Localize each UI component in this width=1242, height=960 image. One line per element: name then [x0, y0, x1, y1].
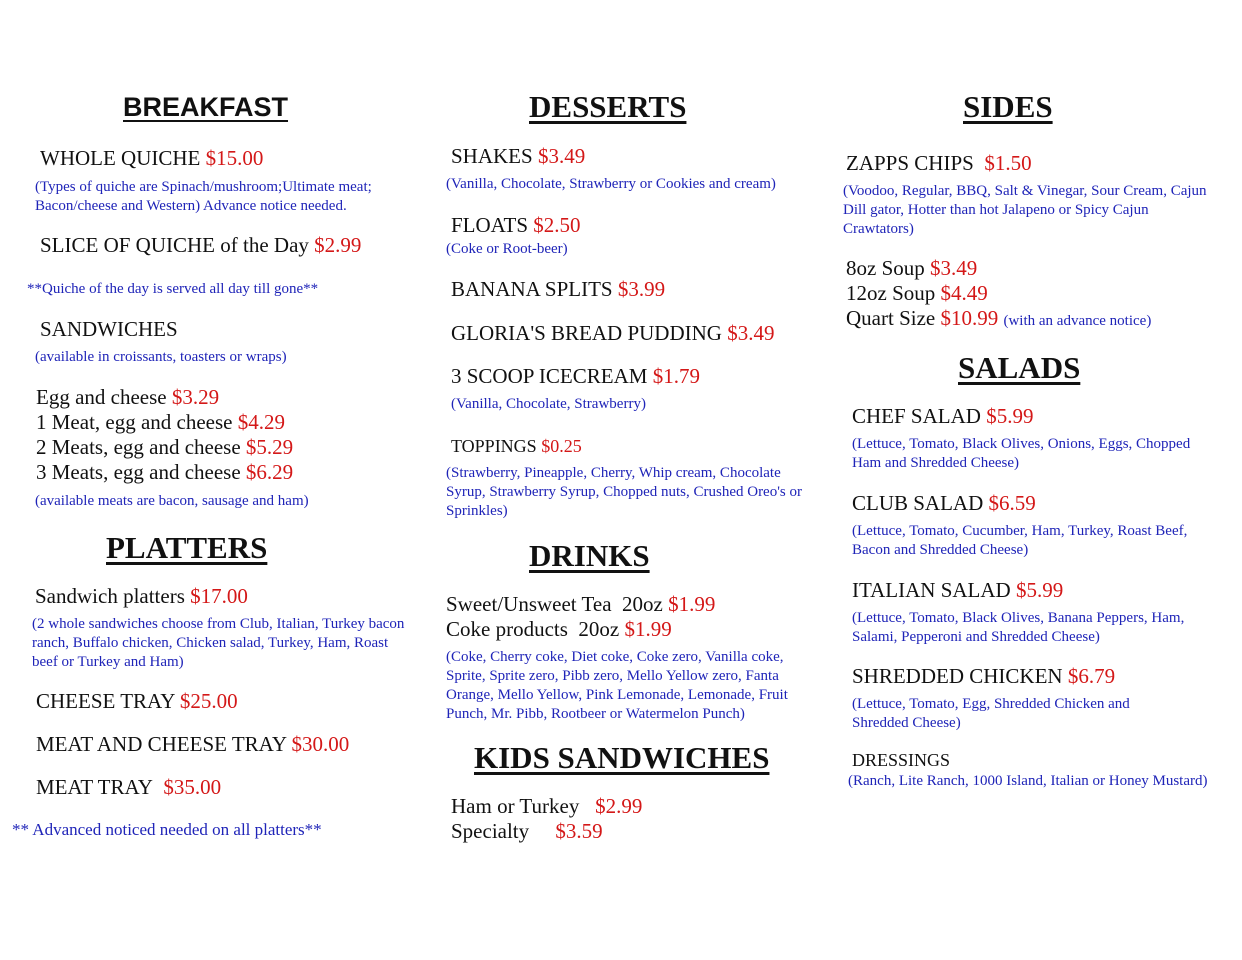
- list-item: Quart Size $10.99 (with an advance notice): [846, 306, 1152, 330]
- soup-list: [846, 256, 1151, 334]
- item-name: MEAT AND CHEESE TRAY: [36, 732, 287, 756]
- list-item: Specialty $3.59: [451, 819, 603, 843]
- shakes-item: [451, 144, 585, 169]
- item-name: TOPPINGS: [451, 436, 537, 456]
- item-price: $3.49: [537, 144, 586, 168]
- slice-note: **Quiche of the day is served all day till gone**: [27, 281, 319, 297]
- item-price: $6.59: [988, 491, 1036, 515]
- dressings-note: (Ranch, Lite Ranch, 1000 Island, Italian or Honey Mustard): [848, 773, 1208, 789]
- item-price: $2.50: [533, 213, 581, 237]
- list-item: Egg and cheese $3.29: [36, 385, 220, 409]
- sides-heading: SIDES: [963, 89, 1053, 124]
- item-price: $5.99: [986, 404, 1034, 428]
- desserts-heading: DESSERTS: [529, 89, 687, 124]
- item-name: SLICE OF QUICHE of the Day: [40, 233, 309, 257]
- item-name: ITALIAN SALAD: [852, 578, 1011, 602]
- icecream-item: [451, 364, 700, 389]
- chips-note: (Voodoo, Regular, BBQ, Salt & Vinegar, Sour Cream, Cajun Dill gator, Hotter than hot Jalapeno or Spicy Cajun Crawtators): [843, 183, 1207, 237]
- item-name: SHAKES: [451, 144, 533, 168]
- shredded-chicken-item: [852, 664, 1115, 689]
- zapps-chips-item: [846, 151, 1032, 176]
- item-price: $25.00: [179, 689, 238, 713]
- chef-salad-item: [852, 404, 1033, 429]
- meats-note: (available meats are bacon, sausage and ham): [35, 493, 309, 509]
- item-name: SHREDDED CHICKEN: [852, 664, 1063, 688]
- item-price: $3.49: [727, 321, 775, 345]
- sandwich-platters-item: [35, 584, 248, 609]
- whole-quiche-item: [40, 146, 263, 171]
- floats-note: (Coke or Root-beer): [446, 241, 568, 257]
- italian-salad-item: [852, 578, 1063, 603]
- platters-heading: PLATTERS: [106, 530, 268, 565]
- item-price: $30.00: [291, 732, 350, 756]
- list-item: 8oz Soup $3.49: [846, 256, 978, 280]
- list-item: 3 Meats, egg and cheese $6.29: [36, 460, 294, 484]
- sandwiches-note: (available in croissants, toasters or wraps): [35, 349, 287, 365]
- list-item: 12oz Soup $4.49: [846, 281, 988, 305]
- item-price: $1.50: [984, 151, 1032, 175]
- item-name: 3 SCOOP ICECREAM: [451, 364, 648, 388]
- dressings-label: DRESSINGS: [852, 750, 951, 770]
- item-name: MEAT TRAY: [36, 775, 153, 799]
- floats-item: [451, 213, 581, 238]
- quiche-note: (Types of quiche are Spinach/mushroom;Ultimate meat; Bacon/cheese and Western) Advance notice needed.: [35, 179, 372, 214]
- shredded-chicken-note: (Lettuce, Tomato, Egg, Shredded Chicken and Shredded Cheese): [852, 696, 1130, 731]
- item-price: $2.99: [314, 233, 362, 257]
- club-salad-note: (Lettuce, Tomato, Cucumber, Ham, Turkey, Roast Beef, Bacon and Shredded Cheese): [852, 523, 1188, 558]
- item-price: $0.25: [541, 436, 582, 456]
- icecream-note: (Vanilla, Chocolate, Strawberry): [451, 396, 646, 412]
- meat-tray-item: [36, 775, 221, 800]
- italian-salad-note: (Lettuce, Tomato, Black Olives, Banana Peppers, Ham, Salami, Pepperoni and Shredded Cheese): [852, 610, 1185, 645]
- item-name: ZAPPS CHIPS: [846, 151, 974, 175]
- shakes-note: (Vanilla, Chocolate, Strawberry or Cookies and cream): [446, 176, 776, 192]
- list-item: 2 Meats, egg and cheese $5.29: [36, 435, 294, 459]
- banana-splits-item: [451, 277, 665, 302]
- drinks-note: (Coke, Cherry coke, Diet coke, Coke zero, Vanilla coke, Sprite, Sprite zero, Pibb zero, Mello Yellow zero, Fanta Orange, Mello Yellow, Pink Lemonade, Lemonade, Fruit Punch, Mr. Pibb, Rootbeer or Watermelon Punch): [446, 649, 788, 722]
- kids-sandwiches-heading: KIDS SANDWICHES: [474, 740, 770, 775]
- list-item: Sweet/Unsweet Tea 20oz $1.99: [446, 592, 716, 616]
- breakfast-sandwich-list: [36, 385, 293, 485]
- toppings-item: [451, 436, 582, 457]
- item-name: Sandwich platters: [35, 584, 185, 608]
- sandwiches-label: SANDWICHES: [40, 317, 178, 341]
- item-name: CHEESE TRAY: [36, 689, 175, 713]
- item-price: $6.79: [1067, 664, 1116, 688]
- item-price: $3.99: [617, 277, 666, 301]
- cheese-tray-item: [36, 689, 238, 714]
- item-name: FLOATS: [451, 213, 529, 237]
- sandwich-platters-note: (2 whole sandwiches choose from Club, Italian, Turkey bacon ranch, Buffalo chicken, Chicken salad, Turkey, Ham, Roast beef or Turkey and Ham): [32, 616, 405, 670]
- slice-quiche-item: [40, 233, 361, 258]
- meat-cheese-tray-item: [36, 732, 349, 757]
- item-name: GLORIA'S BREAD PUDDING: [451, 321, 722, 345]
- item-price: $17.00: [190, 584, 248, 608]
- chef-salad-note: (Lettuce, Tomato, Black Olives, Onions, Eggs, Chopped Ham and Shredded Cheese): [852, 436, 1191, 471]
- item-name: CHEF SALAD: [852, 404, 981, 428]
- drinks-heading: DRINKS: [529, 538, 650, 573]
- breakfast-heading: BREAKFAST: [123, 92, 289, 122]
- list-item: Ham or Turkey $2.99: [451, 794, 643, 818]
- platters-footer-note: ** Advanced noticed needed on all platters**: [12, 820, 322, 839]
- item-name: BANANA SPLITS: [451, 277, 613, 301]
- list-item: 1 Meat, egg and cheese $4.29: [36, 410, 285, 434]
- club-salad-item: [852, 491, 1036, 516]
- list-item: Coke products 20oz $1.99: [446, 617, 672, 641]
- kids-list: [451, 794, 642, 844]
- item-price: $5.99: [1015, 578, 1064, 602]
- drinks-list: [446, 592, 715, 642]
- toppings-note: (Strawberry, Pineapple, Cherry, Whip cream, Chocolate Syrup, Strawberry Syrup, Chopped nuts, Crushed Oreo's or Sprinkles): [446, 465, 803, 519]
- item-price: $15.00: [205, 146, 264, 170]
- item-name: WHOLE QUICHE: [40, 146, 201, 170]
- item-price: $35.00: [163, 775, 222, 799]
- bread-pudding-item: [451, 321, 774, 346]
- item-name: CLUB SALAD: [852, 491, 984, 515]
- salads-heading: SALADS: [958, 350, 1081, 385]
- item-price: $1.79: [652, 364, 700, 388]
